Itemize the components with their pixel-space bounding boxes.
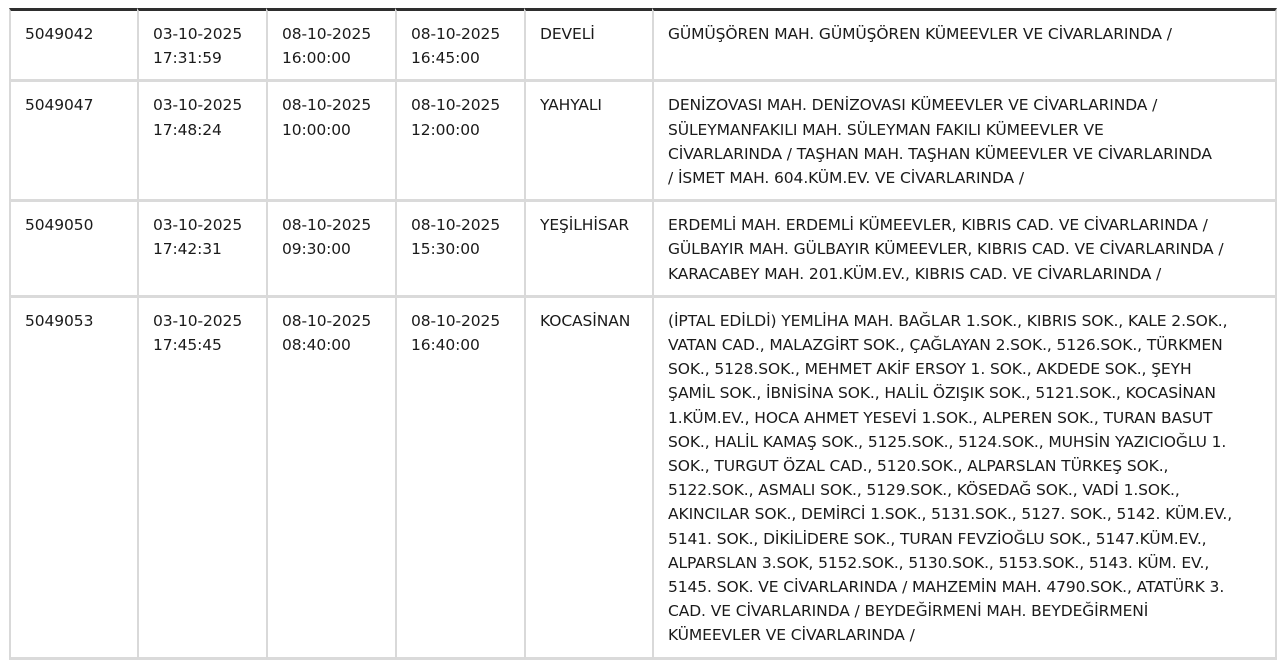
end-time-cell — [395, 298, 524, 660]
description-cell — [652, 8, 1277, 82]
end-time: 08-10-2025 16:45:00 — [411, 25, 501, 68]
district: YAHYALI — [540, 96, 602, 115]
created-time-cell — [137, 82, 266, 202]
start-time-cell — [266, 298, 395, 660]
affected-area-description: GÜMÜŞÖREN MAH. GÜMÜŞÖREN KÜMEEVLER VE CİVARLARINDA / — [668, 25, 1172, 43]
start-time: 08-10-2025 10:00:00 — [282, 96, 372, 139]
table-row — [9, 82, 1277, 202]
description-cell — [652, 298, 1277, 660]
outage-id-cell — [9, 202, 137, 298]
outage-id: 5049042 — [25, 25, 94, 43]
outage-table — [9, 8, 1277, 660]
created-time: 03-10-2025 17:42:31 — [153, 216, 243, 259]
table-row — [9, 202, 1277, 298]
affected-area-description: ERDEMLİ MAH. ERDEMLİ KÜMEEVLER, KIBRIS CAD. VE CİVARLARINDA / GÜLBAYIR MAH. GÜLBAYIR KÜMEEVLER, KIBRIS CAD. VE CİVARLARINDA / KARACABEY MAH. 201.KÜM.EV., KIBRIS CAD. VE CİVARLARINDA / — [668, 216, 1224, 283]
start-time: 08-10-2025 09:30:00 — [282, 216, 372, 259]
start-time-cell — [266, 202, 395, 298]
outage-id: 5049050 — [25, 216, 94, 235]
created-time-cell — [137, 202, 266, 298]
created-time: 03-10-2025 17:31:59 — [153, 25, 243, 68]
start-time: 08-10-2025 08:40:00 — [282, 311, 372, 355]
end-time: 08-10-2025 16:40:00 — [411, 311, 501, 355]
district-cell — [524, 202, 652, 298]
description-cell — [652, 202, 1277, 298]
table-row — [9, 8, 1277, 82]
affected-area-description: DENİZOVASI MAH. DENİZOVASI KÜMEEVLER VE CİVARLARINDA / SÜLEYMANFAKILI MAH. SÜLEYMAN FAKILI KÜMEEVLER VE CİVARLARINDA / TAŞHAN MAH. TAŞHAN KÜMEEVLER VE CİVARLARINDA / İSMET MAH. 604.KÜM.EV. VE CİVARLARINDA / — [668, 96, 1212, 188]
end-time-cell — [395, 8, 524, 82]
description-cell — [652, 82, 1277, 202]
district: YEŞİLHİSAR — [540, 216, 630, 235]
start-time: 08-10-2025 16:00:00 — [282, 25, 372, 68]
district-cell — [524, 298, 652, 660]
district-cell — [524, 82, 652, 202]
created-time-cell — [137, 298, 266, 660]
start-time-cell — [266, 8, 395, 82]
district: KOCASİNAN — [540, 311, 631, 330]
end-time: 08-10-2025 12:00:00 — [411, 96, 501, 139]
created-time: 03-10-2025 17:48:24 — [153, 96, 243, 139]
end-time-cell — [395, 82, 524, 202]
created-time-cell — [137, 8, 266, 82]
created-time: 03-10-2025 17:45:45 — [153, 311, 243, 355]
outage-id: 5049047 — [25, 96, 94, 115]
outage-id-cell — [9, 82, 137, 202]
outage-id: 5049053 — [25, 311, 94, 330]
end-time-cell — [395, 202, 524, 298]
outage-id-cell — [9, 8, 137, 82]
district: DEVELİ — [540, 25, 595, 43]
start-time-cell — [266, 82, 395, 202]
district-cell — [524, 8, 652, 82]
end-time: 08-10-2025 15:30:00 — [411, 216, 501, 259]
outage-id-cell — [9, 298, 137, 660]
affected-area-description: (İPTAL EDİLDİ) YEMLİHA MAH. BAĞLAR 1.SOK., KIBRIS SOK., KALE 2.SOK., VATAN CAD., MALAZGİRT SOK., ÇAĞLAYAN 2.SOK., 5126.SOK., TÜRKMEN SOK., 5128.SOK., MEHMET AKİF ERSOY 1. SOK., AKDEDE SOK., ŞEYH ŞAMİL SOK., İBNİSİNA SOK., HALİL ÖZIŞIK SOK., 5121.SOK., KOCASİNAN 1.KÜM.EV., HOCA AHMET YESEVİ 1.SOK., ALPEREN SOK., TURAN BASUT SOK., HALİL KAMAŞ SOK., 5125.SOK., 5124.SOK., MUHSİN YAZICIOĞLU 1. SOK., TURGUT ÖZAL CAD., 5120.SOK., ALPARSLAN TÜRKEŞ SOK., 5122.SOK., ASMALI SOK., 5129.SOK., KÖSEDAĞ SOK., VADİ 1.SOK., AKINCILAR SOK., DEMİRCİ 1.SOK., 5131.SOK., 5127. SOK., 5142. KÜM.EV., 5141. SOK., DİKİLİDERE SOK., TURAN FEVZİOĞLU SOK., 5147.KÜM.EV., ALPARSLAN 3.SOK, 5152.SOK., 5130.SOK., 5153.SOK., 5143. KÜM. EV., 5145. SOK. VE CİVARLARINDA / MAHZEMİN MAH. 4790.SOK., ATATÜRK 3. CAD. VE CİVARLARINDA / BEYDEĞİRMENİ MAH. BEYDEĞİRMENİ KÜMEEVLER VE CİVARLARINDA / — [668, 311, 1233, 645]
table-row — [9, 298, 1277, 660]
